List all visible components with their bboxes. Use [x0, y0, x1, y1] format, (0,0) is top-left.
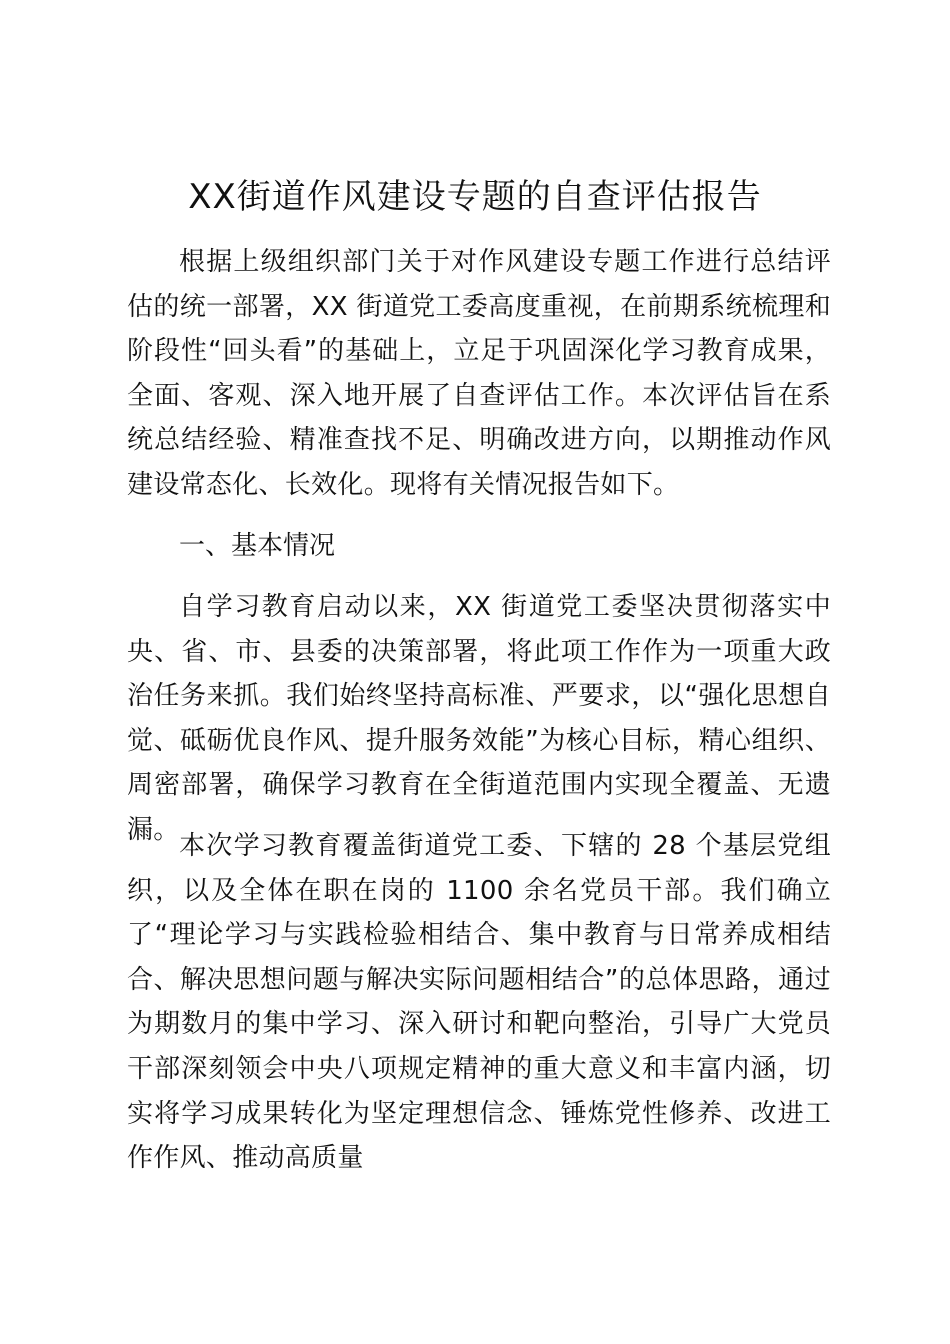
- section-heading: 一、基本情况: [179, 531, 336, 561]
- body-paragraph-1: 自学习教育启动以来，XX 街道党工委坚决贯彻落实中央、省、市、县委的决策部署，将此项工作作为一项重大政治任务来抓。我们始终坚持高标准、严要求，以“强化思想自觉、砥砺优良作风、提升服务效能”为核心目标，精心组织、周密部署，确保学习教育在全街道范围内实现全覆盖、无遗漏。: [127, 592, 831, 845]
- body-paragraph-2: 本次学习教育覆盖街道党工委、下辖的 28 个基层党组织，以及全体在职在岗的 1100 余名党员干部。我们确立了“理论学习与实践检验相结合、集中教育与日常养成相结合、解决思想问题与解决实际问题相结合”的总体思路，通过为期数月的集中学习、深入研讨和靶向整治，引导广大党员干部深刻领会中央八项规定精神的重大意义和丰富内涵，切实将学习成果转化为坚定理想信念、锤炼党性修养、改进工作作风、推动高质量: [127, 831, 831, 1174]
- document-title: XX街道作风建设专题的自查评估报告: [188, 177, 762, 217]
- intro-paragraph: 根据上级组织部门关于对作风建设专题工作进行总结评估的统一部署，XX 街道党工委高度重视，在前期系统梳理和阶段性“回头看”的基础上，立足于巩固深化学习教育成果，全面、客观、深入地开展了自查评估工作。本次评估旨在系统总结经验、精准查找不足、明确改进方向，以期推动作风建设常态化、长效化。现将有关情况报告如下。: [127, 247, 831, 500]
